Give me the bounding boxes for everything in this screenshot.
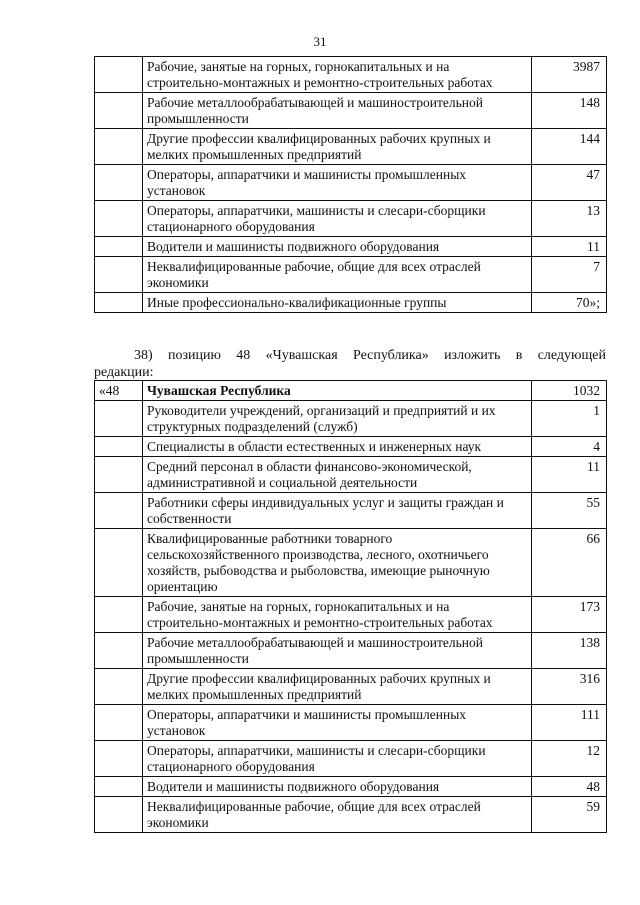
row-code xyxy=(95,777,143,797)
table-row xyxy=(95,529,607,597)
row-occupation-group: Средний персонал в области финансово-экономической, административной и социальной деятельности xyxy=(143,457,532,493)
table-row xyxy=(95,777,607,797)
row-occupation-group: Водители и машинисты подвижного оборудования xyxy=(143,237,532,257)
page-number: 31 xyxy=(313,34,327,49)
row-count: 144 xyxy=(532,129,607,165)
row-code xyxy=(95,437,143,457)
row-count: 7 xyxy=(532,257,607,293)
row-occupation-group: Операторы, аппаратчики, машинисты и слесари-сборщики стационарного оборудования xyxy=(143,741,532,777)
table-row xyxy=(95,741,607,777)
row-count: 66 xyxy=(532,529,607,597)
row-count: 48 xyxy=(532,777,607,797)
row-count: 47 xyxy=(532,165,607,201)
row-code xyxy=(95,797,143,833)
row-count: 55 xyxy=(532,493,607,529)
row-occupation-group: Рабочие, занятые на горных, горнокапитальных и на строительно-монтажных и ремонтно-строительных работах xyxy=(143,597,532,633)
row-region-name: Чувашская Республика xyxy=(143,381,532,401)
table-row xyxy=(95,165,607,201)
row-occupation-group: Специалисты в области естественных и инженерных наук xyxy=(143,437,532,457)
row-occupation-group: Другие профессии квалифицированных рабочих крупных и мелких промышленных предприятий xyxy=(143,669,532,705)
row-count: 13 xyxy=(532,201,607,237)
row-occupation-group: Рабочие металлообрабатывающей и машиностроительной промышленности xyxy=(143,93,532,129)
table-row xyxy=(95,293,607,313)
row-occupation-group: Операторы, аппаратчики и машинисты промышленных установок xyxy=(143,165,532,201)
row-code xyxy=(95,633,143,669)
row-code xyxy=(95,237,143,257)
row-code xyxy=(95,597,143,633)
table-row-region-total xyxy=(95,381,607,401)
row-code xyxy=(95,669,143,705)
table-row xyxy=(95,237,607,257)
row-code xyxy=(95,529,143,597)
table-row xyxy=(95,401,607,437)
table-row xyxy=(95,705,607,741)
occupation-table-chuvashia xyxy=(94,380,607,833)
row-count: 148 xyxy=(532,93,607,129)
table-row xyxy=(95,93,607,129)
row-count: 4 xyxy=(532,437,607,457)
row-occupation-group: Неквалифицированные рабочие, общие для всех отраслей экономики xyxy=(143,257,532,293)
row-count: 12 xyxy=(532,741,607,777)
occupation-table-continued xyxy=(94,56,607,313)
row-occupation-group: Операторы, аппаратчики и машинисты промышленных установок xyxy=(143,705,532,741)
paragraph-line-1: 38) позицию 48 «Чувашская Республика» изложить в следующей xyxy=(134,348,606,363)
row-count: 11 xyxy=(532,457,607,493)
row-count: 1 xyxy=(532,401,607,437)
row-code xyxy=(95,457,143,493)
table-row xyxy=(95,437,607,457)
table-row xyxy=(95,257,607,293)
table-row xyxy=(95,201,607,237)
amendment-paragraph xyxy=(94,347,606,381)
table-row xyxy=(95,669,607,705)
row-count: 316 xyxy=(532,669,607,705)
row-code xyxy=(95,493,143,529)
table-row xyxy=(95,597,607,633)
row-code xyxy=(95,257,143,293)
row-occupation-group: Работники сферы индивидуальных услуг и защиты граждан и собственности xyxy=(143,493,532,529)
row-code xyxy=(95,705,143,741)
row-occupation-group: Другие профессии квалифицированных рабочих крупных и мелких промышленных предприятий xyxy=(143,129,532,165)
row-count: 138 xyxy=(532,633,607,669)
row-code xyxy=(95,201,143,237)
row-code xyxy=(95,129,143,165)
row-count: 1032 xyxy=(532,381,607,401)
row-occupation-group: Квалифицированные работники товарного сельскохозяйственного производства, лесного, охотничьего хозяйств, рыбоводства и рыболовства, имеющие рыночную ориентацию xyxy=(143,529,532,597)
row-count: 11 xyxy=(532,237,607,257)
row-count: 3987 xyxy=(532,57,607,93)
row-count: 111 xyxy=(532,705,607,741)
paragraph-line-2: редакции: xyxy=(94,365,154,380)
row-code xyxy=(95,165,143,201)
table-row xyxy=(95,457,607,493)
row-code xyxy=(95,57,143,93)
row-code: «48 xyxy=(95,381,143,401)
row-code xyxy=(95,93,143,129)
table-row xyxy=(95,57,607,93)
row-occupation-group: Иные профессионально-квалификационные группы xyxy=(143,293,532,313)
row-code xyxy=(95,741,143,777)
row-count: 173 xyxy=(532,597,607,633)
table-row xyxy=(95,493,607,529)
row-occupation-group: Водители и машинисты подвижного оборудования xyxy=(143,777,532,797)
table-row xyxy=(95,633,607,669)
table-row xyxy=(95,129,607,165)
row-code xyxy=(95,293,143,313)
row-code xyxy=(95,401,143,437)
row-count: 59 xyxy=(532,797,607,833)
row-occupation-group: Рабочие, занятые на горных, горнокапитальных и на строительно-монтажных и ремонтно-строительных работах xyxy=(143,57,532,93)
row-occupation-group: Операторы, аппаратчики, машинисты и слесари-сборщики стационарного оборудования xyxy=(143,201,532,237)
row-occupation-group: Руководители учреждений, организаций и предприятий и их структурных подразделений (служб) xyxy=(143,401,532,437)
row-occupation-group: Рабочие металлообрабатывающей и машиностроительной промышленности xyxy=(143,633,532,669)
row-count: 70»; xyxy=(532,293,607,313)
table-row xyxy=(95,797,607,833)
row-occupation-group: Неквалифицированные рабочие, общие для всех отраслей экономики xyxy=(143,797,532,833)
